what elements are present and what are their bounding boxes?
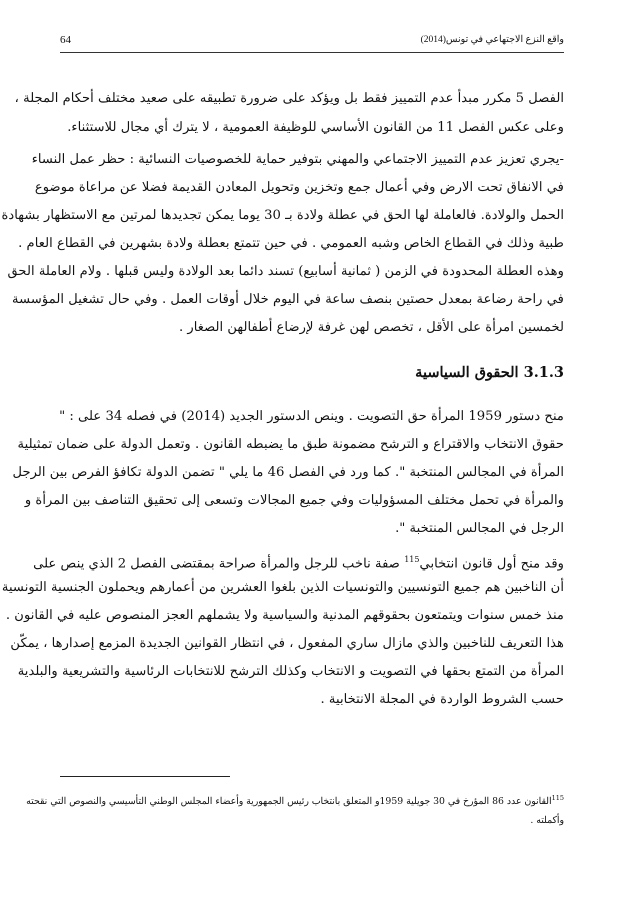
page-number: 64 [60, 34, 71, 46]
paragraph-1-line-2: وعلى عكس الفصل 11 من القانون الأساسي للوظيفة العمومية ، لا يترك أي مجال للاستثناء. [67, 120, 564, 135]
paragraph-2-line-4: طبية وذلك في القطاع الخاص وشبه العمومي . في حين تتمتع بعطلة ولادة بشهرين في القطاع العام . [18, 236, 564, 251]
paragraph-4-line-1 [33, 552, 564, 572]
paragraph-1-line-1: الفصل 5 مكرر مبدأ عدم التمييز فقط بل ويؤكد على ضرورة تطبيقه على صعيد مختلف أحكام المجلة ، [14, 91, 564, 106]
paragraph-4-line-5: المرأة من التمتع بحقها في التصويت و الانتخاب وكذلك الترشح للانتخابات الرئاسية والتشريعية والبلدية [17, 664, 564, 679]
section-heading: 3.1.3 الحقوق السياسية [415, 364, 564, 381]
paragraph-4-line-1-end: صفة ناخب للرجل والمرأة صراحة بمقتضى الفصل 2 الذي ينص على [33, 556, 405, 572]
footnote-separator [60, 776, 230, 777]
paragraph-3-line-5: الرجل في المجالس المنتخبة ". [395, 521, 564, 536]
paragraph-4-line-3: منذ خمس سنوات ويتمتعون بحقوقهم المدنية والسياسية ولا يشملهم العجز المنصوص عليه في القانون . [5, 608, 564, 623]
footnote-text: القانون عدد 86 المؤرخ في 30 جويلية 1959و المتعلق بانتخاب رئيس الجمهورية وأعضاء المجلس الوطني التأسيسي والنصوص التي نقحته [26, 796, 552, 808]
footnote-line-2: وأكملته . [530, 815, 564, 826]
paragraph-3-line-2: حقوق الانتخاب والاقتراع و الترشح مضمونة طبق ما يضبطه القانون . وتعمل الدولة على ضمان تمثيلية [17, 437, 564, 452]
paragraph-3-line-4: والمرأة في تحمل مختلف المسؤوليات وفي جميع المجالات وتسعى إلى تحقيق التناصف بين المرأة و [24, 493, 564, 508]
paragraph-2-line-3: الحمل والولادة. فالعاملة لها الحق في عطلة ولادة بـ 30 يوما يمكن تجديدها لمرتين مع الاستظهار بشهادة [1, 208, 564, 223]
paragraph-2-line-7: لخمسين امرأة على الأقل ، تخصص لهن غرفة لإرضاع أطفالهن الصغار . [178, 320, 564, 335]
paragraph-4-line-1-start: وقد منح أول قانون انتخابي [419, 556, 564, 572]
paragraph-4-line-2: أن الناخبين هم جميع التونسيين والتونسيات الذين بلغوا العشرين من أعمارهم ويحملون الجنسية التونسية [1, 580, 564, 595]
footnote-reference[interactable]: 115 [404, 555, 420, 564]
paragraph-3-line-1: منح دستور 1959 المرأة حق التصويت . وينص الدستور الجديد (2014) في فصله 34 على : " [59, 409, 564, 424]
paragraph-2-line-5: وهذه العطلة المحدودة في الزمن ( ثمانية أسابيع) تسند دائما بعد الولادة وليس قبلها . ولام العاملة الحق [7, 264, 564, 279]
footnote-line-1 [26, 792, 564, 808]
paragraph-2-line-1: -يجري تعزيز عدم التمييز الاجتماعي والمهني بتوفير حماية للخصوصيات النسائية : حظر عمل النساء [31, 152, 564, 167]
running-title: واقع النزع الاجتهاعي في تونس(2014) [420, 35, 564, 45]
paragraph-2-line-2: في الانفاق تحت الارض وفي أعمال جمع وتخزين وتحويل المعادن القديمة فضلا عن مراعاة موضوع [34, 180, 564, 195]
paragraph-4-line-4: هذا التعريف للناخبين والذي مازال ساري المفعول ، في انتظار القوانين الجديدة المزمع إصدارها ، يمكّن [10, 636, 564, 651]
paragraph-3-line-3: المرأة في المجالس المنتخبة ". كما ورد في الفصل 46 ما يلي " تضمن الدولة تكافؤ الفرص بين الرجل [12, 465, 564, 480]
paragraph-2-line-6: في راحة رضاعة بمعدل حصتين بنصف ساعة في اليوم خلال أوقات العمل . وفي حال تشغيل المؤسسة [12, 292, 564, 307]
page-header [60, 34, 564, 53]
footnote-number: 115 [551, 794, 564, 802]
paragraph-4-line-6: حسب الشروط الواردة في المجلة الانتخابية . [320, 692, 564, 707]
